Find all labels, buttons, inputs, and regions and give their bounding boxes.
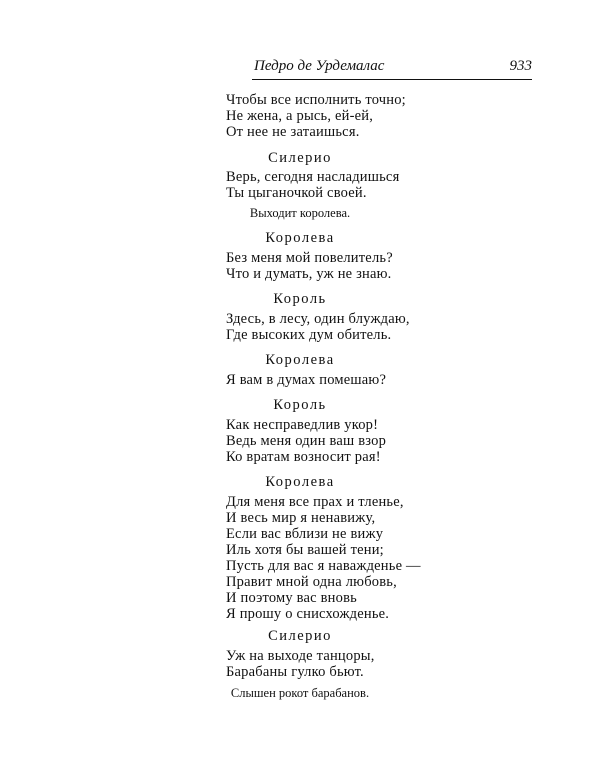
page-number: 933 xyxy=(509,58,532,74)
verse-line: Ты цыганочкой своей. xyxy=(226,185,367,201)
speaker-name: Королева xyxy=(265,474,335,490)
verse-line: Я вам в думах помешаю? xyxy=(226,372,387,388)
header-rule xyxy=(252,79,532,80)
verse-line: Иль хотя бы вашей тени; xyxy=(226,542,384,558)
speaker-name: Королева xyxy=(265,352,335,368)
speaker-name: Силерио xyxy=(268,628,332,644)
verse-line: Как несправедлив укор! xyxy=(226,417,379,433)
speaker-name: Королева xyxy=(265,230,335,246)
stage-direction: Выходит королева. xyxy=(249,206,351,220)
speaker-name: Король xyxy=(273,397,327,413)
verse-line: Без меня мой повелитель? xyxy=(226,250,393,266)
verse-line: Чтобы все исполнить точно; xyxy=(226,92,406,108)
verse-line: Уж на выходе танцоры, xyxy=(226,648,375,664)
speaker-name: Силерио xyxy=(268,150,332,166)
verse-line: Правит мной одна любовь, xyxy=(226,574,397,590)
verse-line: Для меня все прах и тленье, xyxy=(226,494,404,510)
verse-line: Где высоких дум обитель. xyxy=(226,327,392,343)
verse-line: Что и думать, уж не знаю. xyxy=(226,266,392,282)
verse-line: Верь, сегодня насладишься xyxy=(226,169,400,185)
verse-line: Барабаны гулко бьют. xyxy=(226,664,364,680)
verse-line: Пусть для вас я наважденье — xyxy=(226,558,421,574)
verse-line: Я прошу о снисхожденье. xyxy=(226,606,390,622)
verse-line: И поэтому вас вновь xyxy=(226,590,357,606)
running-header xyxy=(252,58,532,80)
verse-line: От нее не затаишься. xyxy=(226,124,360,140)
verse-line: Ко вратам возносит рая! xyxy=(226,449,381,465)
verse-line: Не жена, а рысь, ей-ей, xyxy=(226,108,374,124)
running-title: Педро де Урдемалас xyxy=(254,58,385,74)
verse-line: Здесь, в лесу, один блуждаю, xyxy=(226,311,410,327)
verse-line: Ведь меня один ваш взор xyxy=(226,433,387,449)
stage-direction: Слышен рокот барабанов. xyxy=(230,686,370,700)
verse-line: И весь мир я ненавижу, xyxy=(226,510,376,526)
verse-line: Если вас вблизи не вижу xyxy=(226,526,384,542)
speaker-name: Король xyxy=(273,291,327,307)
